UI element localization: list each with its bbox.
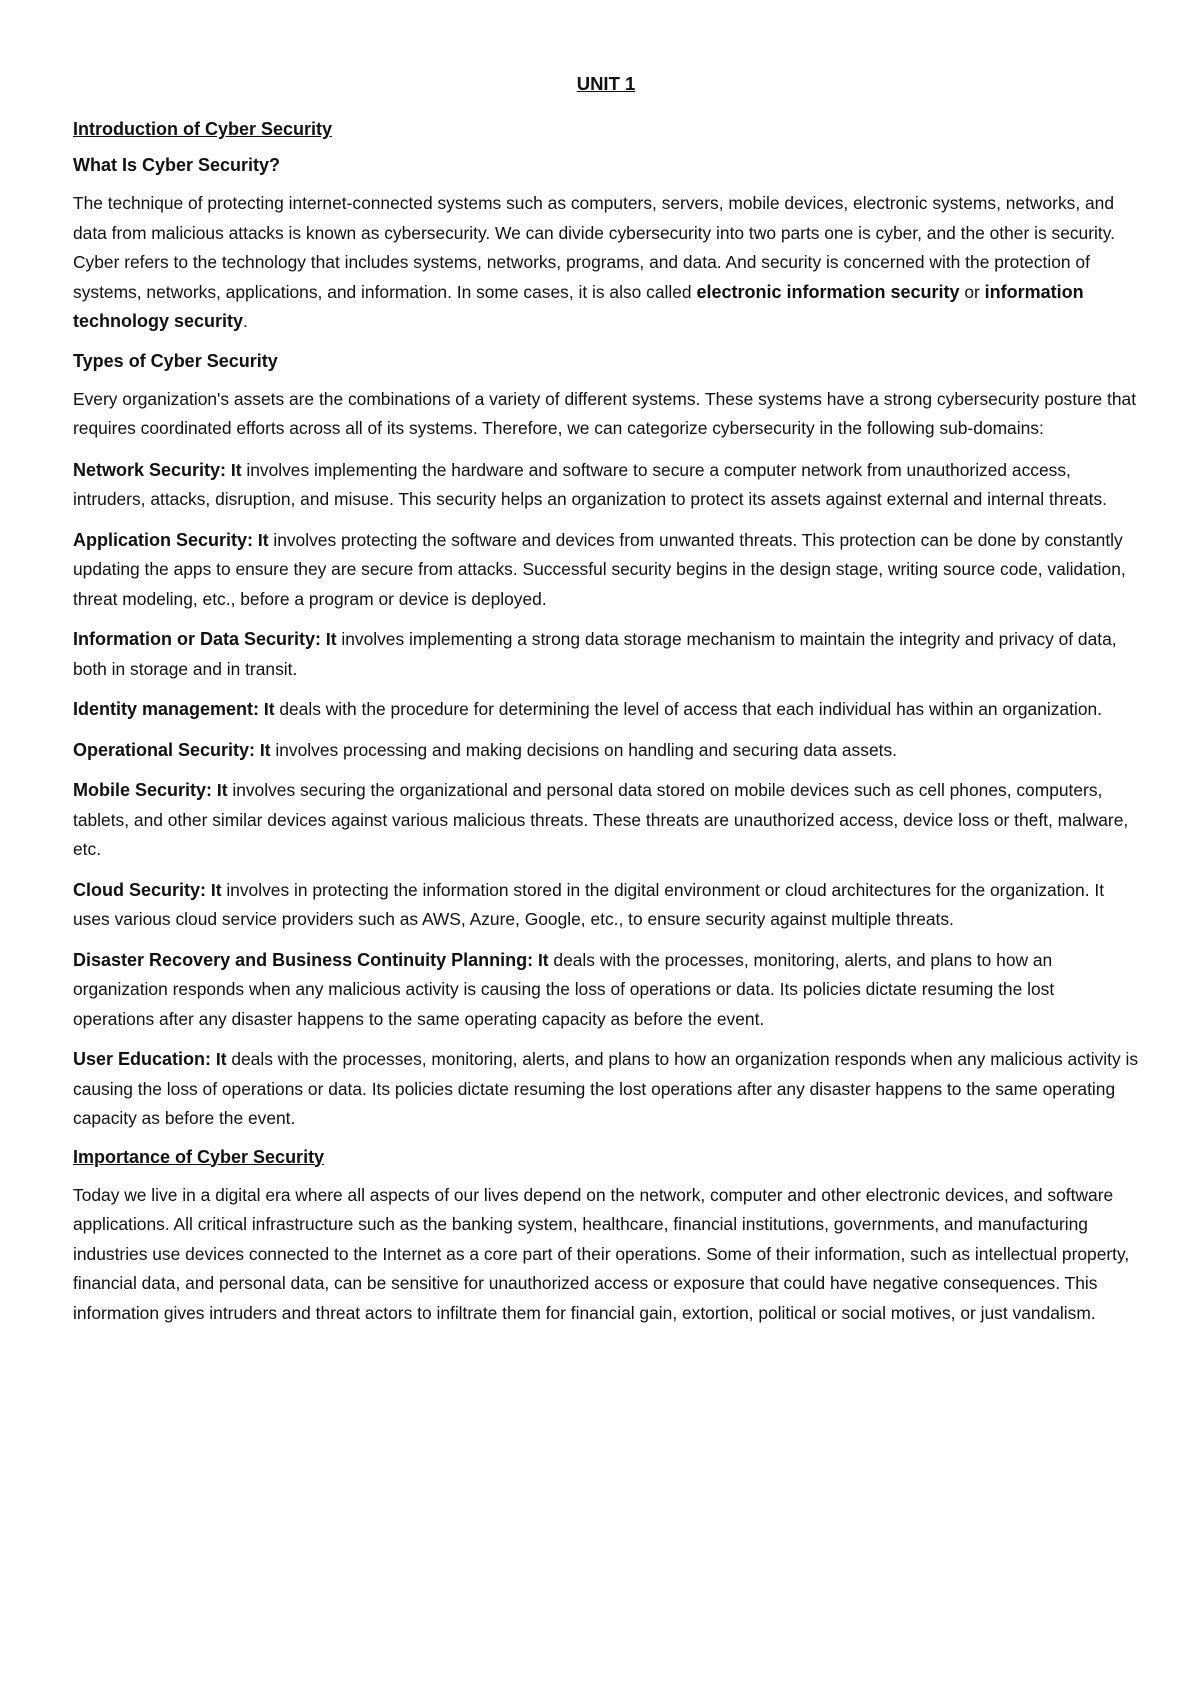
types-heading: Types of Cyber Security bbox=[73, 350, 278, 371]
type-term: Mobile Security: bbox=[73, 780, 213, 800]
type-term: Identity management: bbox=[73, 699, 260, 719]
type-it: It bbox=[325, 629, 337, 649]
document-page bbox=[73, 72, 1139, 1340]
type-term: Cloud Security: bbox=[73, 879, 207, 900]
type-term: User Education: bbox=[73, 1049, 212, 1069]
type-it: It bbox=[259, 739, 271, 760]
type-disaster-recovery bbox=[73, 946, 1139, 1035]
type-term: Network Security: bbox=[73, 459, 227, 480]
type-it: It bbox=[263, 699, 275, 719]
type-term: Disaster Recovery and Business Continuity Planning: bbox=[73, 949, 534, 970]
type-network-security bbox=[73, 456, 1139, 515]
type-it: It bbox=[216, 780, 228, 800]
type-cloud-security bbox=[73, 876, 1139, 935]
type-term: Information or Data Security: bbox=[73, 629, 322, 649]
type-text: involves processing and making decisions on handling and securing data assets. bbox=[270, 739, 897, 760]
importance-heading: Importance of Cyber Security bbox=[73, 1146, 325, 1167]
it-security-term: information technology security bbox=[73, 281, 1084, 331]
intro-heading: Introduction of Cyber Security bbox=[73, 119, 333, 139]
what-is-paragraph bbox=[73, 189, 1139, 337]
type-term: Application Security: bbox=[73, 529, 254, 550]
type-text: involves protecting the software and devices from unwanted threats. This protection can be done by constantly updating the apps to ensure they are secure from attacks. Successful security begins in the design stage, writing source code, validation, threat modeling, etc., before a program or device is deployed. bbox=[73, 529, 1126, 609]
type-term: Operational Security: bbox=[73, 739, 256, 760]
what-is-text: The technique of protecting internet-connected systems such as computers, servers, mobile devices, electronic systems, networks, and data from malicious attacks is known as cybersecurity. We can divide cybersecurity into two parts one is cyber, and the other is security. Cyber refers to the technology that includes systems, networks, programs, and data. And security is concerned with the protection of systems, networks, applications, and information. In some cases, it is also called bbox=[73, 193, 1115, 302]
type-it: It bbox=[210, 879, 222, 900]
type-text: involves implementing the hardware and software to secure a computer network from unauthorized access, intruders, attacks, disruption, and misuse. This security helps an organization to protect its assets against external and internal threats. bbox=[73, 459, 1107, 509]
type-it: It bbox=[215, 1049, 227, 1069]
type-it: It bbox=[257, 529, 269, 550]
type-it: It bbox=[230, 459, 242, 480]
type-identity-management bbox=[73, 695, 1139, 725]
unit-title: UNIT 1 bbox=[576, 73, 636, 94]
what-is-heading: What Is Cyber Security? bbox=[73, 155, 281, 175]
period-text: . bbox=[243, 311, 248, 331]
importance-paragraph: Today we live in a digital era where all aspects of our lives depend on the network, computer and other electronic devices, and software applications. All critical infrastructure such as the banking system, healthcare, financial institutions, governments, and manufacturing industries use devices connected to the Internet as a core part of their operations. Some of their information, such as intellectual property, financial data, and personal data, can be sensitive for unauthorized access or exposure that could have negative consequences. This information gives intruders and threat actors to infiltrate them for financial gain, extortion, political or social motives, or just vandalism. bbox=[73, 1184, 1130, 1323]
type-operational-security bbox=[73, 736, 1139, 766]
type-text: involves securing the organizational and personal data stored on mobile devices such as cell phones, computers, tablets, and other similar devices against various malicious threats. These threats are unauthorized access, device loss or theft, malware, etc. bbox=[73, 780, 1129, 859]
type-data-security bbox=[73, 625, 1139, 684]
types-intro-paragraph: Every organization's assets are the combinations of a variety of different systems. These systems have a strong cybersecurity posture that requires coordinated efforts across all of its systems. Therefore, we can categorize cybersecurity in the following sub-domains: bbox=[73, 388, 1137, 438]
type-mobile-security bbox=[73, 776, 1139, 865]
type-user-education bbox=[73, 1045, 1139, 1134]
type-it: It bbox=[537, 949, 549, 970]
or-text: or bbox=[959, 281, 985, 302]
type-text: involves implementing a strong data storage mechanism to maintain the integrity and privacy of data, both in storage and in transit. bbox=[73, 629, 1117, 679]
type-text: deals with the procedure for determining the level of access that each individual has within an organization. bbox=[274, 699, 1103, 719]
type-text: deals with the processes, monitoring, alerts, and plans to how an organization responds when any malicious activity is causing the loss of operations or data. Its policies dictate resuming the lost operations after any disaster happens to the same operating capacity as before the event. bbox=[73, 949, 1055, 1029]
type-application-security bbox=[73, 526, 1139, 615]
type-text: involves in protecting the information stored in the digital environment or cloud architectures for the organization. It uses various cloud service providers such as AWS, Azure, Google, etc., to ensure security against multiple threats. bbox=[73, 879, 1105, 929]
electronic-info-security-term: electronic information security bbox=[696, 281, 960, 302]
type-text: deals with the processes, monitoring, alerts, and plans to how an organization responds when any malicious activity is causing the loss of operations or data. Its policies dictate resuming the lost operations after any disaster happens to the same operating capacity as before the event. bbox=[73, 1049, 1139, 1128]
